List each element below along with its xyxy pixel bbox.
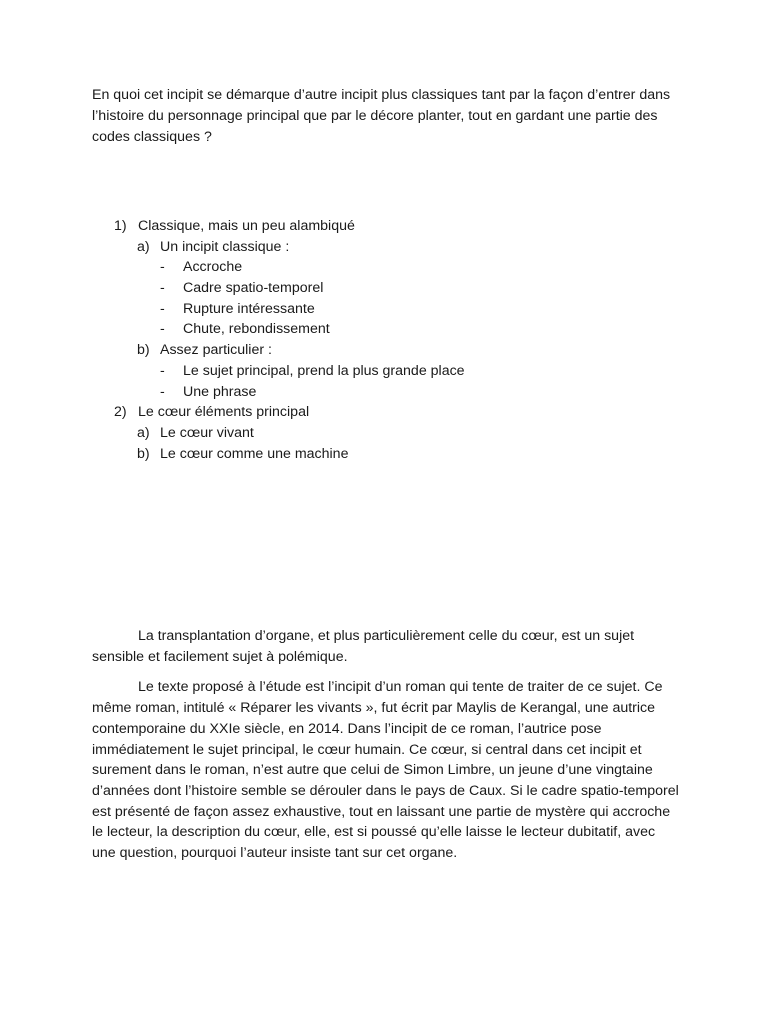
outline-marker: a) (137, 424, 150, 441)
essay-paragraph: Le texte proposé à l’étude est l’incipit d’un roman qui tente de traiter de ce sujet. Ce même roman, intitulé « Réparer les vivants », fut écrit par Maylis de Kerangal, une autrice contemporaine du XXIe siècle, en 2014. Dans l’incipit de ce roman, l’autrice pose immédiatement le sujet principal, le cœur humain. Ce cœur, si central dans cet incipit et surement dans le roman, n’est autre que celui de Simon Limbre, un jeune d’une vingtaine d’années dont l’histoire semble se dérouler dans le pays de Caux. Si le cadre spatio-temporel est présenté de façon assez exhaustive, tout en laissant une partie de mystère qui accroche le lecteur, la description du cœur, elle, est si poussé qu’elle laisse le lecteur dubitatif, avec une question, pourquoi l’auteur insiste tant sur cet organe. (92, 679, 679, 862)
outline-marker: b) (137, 342, 150, 359)
outline-item (0, 423, 768, 444)
outline-marker: - (160, 383, 165, 400)
outline-marker: - (160, 362, 165, 379)
outline-marker: a) (137, 238, 150, 255)
outline-marker: - (160, 280, 165, 297)
outline-item (0, 237, 768, 258)
outline-item (0, 382, 768, 403)
outline-item (0, 278, 768, 299)
essay-paragraph: La transplantation d’organe, et plus particulièrement celle du cœur, est un sujet sensible et facilement sujet à polémique. (92, 628, 635, 665)
outline-text: Le sujet principal, prend la plus grande place (183, 362, 465, 379)
outline-text: Classique, mais un peu alambiqué (138, 218, 355, 234)
outline-text: Le cœur vivant (160, 424, 254, 441)
outline-text: Accroche (183, 259, 243, 276)
outline-item (0, 299, 768, 320)
outline-text: Un incipit classique : (160, 238, 290, 255)
outline-text: Le cœur comme une machine (160, 445, 349, 462)
outline-item (0, 402, 768, 423)
outline-item (0, 340, 768, 361)
outline-item (0, 319, 768, 340)
outline-marker: b) (137, 445, 150, 462)
outline-marker: 1) (114, 218, 127, 234)
outline-marker: 2) (114, 404, 127, 421)
outline-item (0, 444, 768, 465)
outline-text: Cadre spatio-temporel (183, 280, 324, 297)
outline-text: Assez particulier : (160, 342, 272, 359)
outline-text: Une phrase (183, 383, 257, 400)
outline-marker: - (160, 300, 165, 317)
problematic-question: En quoi cet incipit se démarque d’autre incipit plus classiques tant par la façon d’entrer dans l’histoire du personnage principal que par le décore planter, tout en gardant une partie des codes classiques ? (92, 87, 671, 145)
outline-item (0, 361, 768, 382)
outline-marker: - (160, 321, 165, 338)
outline-item (0, 257, 768, 278)
outline-text: Chute, rebondissement (183, 321, 330, 338)
outline-marker: - (160, 259, 165, 276)
outline-text: Rupture intéressante (183, 300, 315, 317)
outline-text: Le cœur éléments principal (138, 404, 310, 421)
outline-item (0, 216, 768, 237)
essay-introduction (92, 626, 682, 874)
essay-outline (0, 216, 768, 464)
